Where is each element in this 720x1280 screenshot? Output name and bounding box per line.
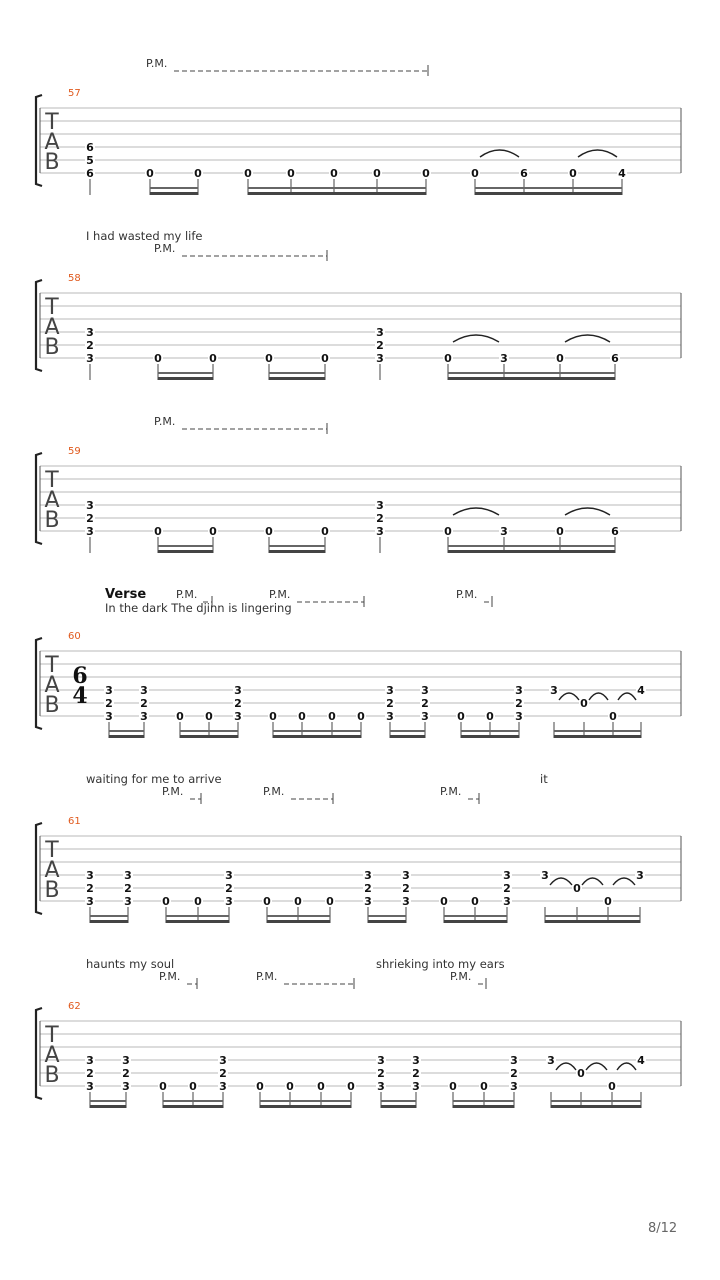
beam-secondary <box>269 372 325 374</box>
tie-arc <box>556 1063 576 1070</box>
fret-number: 0 <box>373 167 381 180</box>
beam <box>273 735 361 738</box>
fret-number: 2 <box>86 512 94 525</box>
tab-clef-letter: T <box>45 653 59 678</box>
beam-secondary <box>368 915 406 917</box>
fret-number: 0 <box>556 525 564 538</box>
system-bracket <box>36 823 42 914</box>
measure-number: 61 <box>68 816 81 827</box>
tie-arc <box>582 878 603 885</box>
tab-system <box>36 415 681 553</box>
fret-number: 4 <box>637 1054 645 1067</box>
fret-number: 3 <box>376 352 384 365</box>
system-bracket <box>36 95 42 186</box>
palm-mute-label: P.M. <box>154 415 176 428</box>
tab-clef-letter: A <box>44 673 60 698</box>
fret-number: 3 <box>376 499 384 512</box>
beam <box>180 735 238 738</box>
beam <box>554 735 641 738</box>
tie-arc <box>480 150 519 157</box>
tab-system <box>36 957 681 1108</box>
beam <box>163 1105 223 1108</box>
tab-system <box>36 772 681 923</box>
beam-secondary <box>461 730 519 732</box>
fret-number: 3 <box>412 1054 420 1067</box>
beam <box>166 920 229 923</box>
fret-number: 3 <box>510 1080 518 1093</box>
fret-number: 0 <box>330 167 338 180</box>
beam <box>260 1105 351 1108</box>
fret-number: 2 <box>140 697 148 710</box>
beam <box>150 192 198 195</box>
tab-clef-letter: B <box>44 335 60 360</box>
tie-arc <box>565 508 610 515</box>
fret-number: 3 <box>86 1080 94 1093</box>
fret-number: 2 <box>503 882 511 895</box>
palm-mute-label: P.M. <box>456 588 478 601</box>
tab-clef-letter: T <box>45 295 59 320</box>
measure-number: 59 <box>68 446 81 457</box>
fret-number: 0 <box>317 1080 325 1093</box>
tab-clef-letter: B <box>44 693 60 718</box>
fret-number: 0 <box>209 352 217 365</box>
beam-secondary <box>267 915 330 917</box>
beam-secondary <box>551 1100 641 1102</box>
tab-clef-letter: B <box>44 1063 60 1088</box>
beam-secondary <box>90 915 128 917</box>
fret-number: 0 <box>265 352 273 365</box>
tab-system <box>36 229 681 380</box>
lyric-text: shrieking into my ears <box>376 957 505 971</box>
beam-secondary <box>381 1100 416 1102</box>
fret-number: 3 <box>86 895 94 908</box>
fret-number: 3 <box>234 684 242 697</box>
tie-arc <box>618 693 636 700</box>
fret-number: 3 <box>386 710 394 723</box>
fret-number: 0 <box>205 710 213 723</box>
tab-system <box>36 57 681 195</box>
fret-number: 2 <box>124 882 132 895</box>
tie-arc <box>565 335 610 342</box>
fret-number: 0 <box>298 710 306 723</box>
fret-number: 3 <box>515 684 523 697</box>
tie-arc <box>589 693 608 700</box>
fret-number: 3 <box>500 525 508 538</box>
fret-number: 3 <box>377 1054 385 1067</box>
fret-number: 0 <box>449 1080 457 1093</box>
beam-secondary <box>269 545 325 547</box>
fret-number: 2 <box>122 1067 130 1080</box>
fret-number: 3 <box>86 1054 94 1067</box>
beam-secondary <box>273 730 361 732</box>
beam <box>158 377 213 380</box>
beam <box>448 550 615 553</box>
fret-number: 2 <box>402 882 410 895</box>
fret-number: 3 <box>421 684 429 697</box>
measure-number: 60 <box>68 631 81 642</box>
beam <box>90 920 128 923</box>
fret-number: 3 <box>219 1080 227 1093</box>
beam-secondary <box>166 915 229 917</box>
fret-number: 2 <box>219 1067 227 1080</box>
beam <box>551 1105 641 1108</box>
beam <box>448 377 615 380</box>
lyric-text: waiting for me to arrive <box>86 772 222 786</box>
fret-number: 0 <box>321 525 329 538</box>
tie-arc <box>586 1063 607 1070</box>
fret-number: 3 <box>122 1080 130 1093</box>
beam <box>545 920 640 923</box>
fret-number: 3 <box>402 895 410 908</box>
fret-number: 3 <box>86 869 94 882</box>
palm-mute-label: P.M. <box>176 588 198 601</box>
fret-number: 0 <box>286 1080 294 1093</box>
fret-number: 0 <box>269 710 277 723</box>
fret-number: 3 <box>364 895 372 908</box>
beam <box>444 920 507 923</box>
fret-number: 3 <box>86 352 94 365</box>
section-label: Verse <box>105 587 147 602</box>
fret-number: 4 <box>637 684 645 697</box>
palm-mute-label: P.M. <box>162 785 184 798</box>
fret-number: 0 <box>154 525 162 538</box>
fret-number: 0 <box>609 710 617 723</box>
fret-number: 3 <box>122 1054 130 1067</box>
fret-number: 0 <box>569 167 577 180</box>
fret-number: 2 <box>510 1067 518 1080</box>
tab-clef-letter: T <box>45 838 59 863</box>
beam <box>267 920 330 923</box>
fret-number: 0 <box>263 895 271 908</box>
tab-clef-letter: T <box>45 1023 59 1048</box>
fret-number: 0 <box>287 167 295 180</box>
beam <box>269 377 325 380</box>
system-bracket <box>36 638 42 729</box>
beam-secondary <box>158 545 213 547</box>
fret-number: 3 <box>550 684 558 697</box>
fret-number: 0 <box>176 710 184 723</box>
fret-number: 2 <box>364 882 372 895</box>
beam-secondary <box>390 730 425 732</box>
lyric-text: it <box>540 772 548 786</box>
fret-number: 3 <box>547 1054 555 1067</box>
beam-secondary <box>545 915 640 917</box>
tie-arc <box>617 1063 636 1070</box>
fret-number: 3 <box>376 326 384 339</box>
lyric-text: I had wasted my life <box>86 229 203 243</box>
fret-number: 0 <box>146 167 154 180</box>
fret-number: 3 <box>234 710 242 723</box>
tab-clef-letter: A <box>44 130 60 155</box>
beam-secondary <box>248 187 426 189</box>
system-bracket <box>36 280 42 371</box>
fret-number: 0 <box>580 697 588 710</box>
fret-number: 0 <box>444 525 452 538</box>
fret-number: 0 <box>444 352 452 365</box>
palm-mute-label: P.M. <box>263 785 285 798</box>
fret-number: 2 <box>412 1067 420 1080</box>
fret-number: 3 <box>124 869 132 882</box>
beam-secondary <box>448 372 615 374</box>
beam <box>109 735 144 738</box>
fret-number: 6 <box>86 141 94 154</box>
fret-number: 0 <box>347 1080 355 1093</box>
tab-system <box>36 587 681 738</box>
fret-number: 2 <box>421 697 429 710</box>
fret-number: 0 <box>440 895 448 908</box>
fret-number: 3 <box>377 1080 385 1093</box>
fret-number: 3 <box>515 710 523 723</box>
fret-number: 0 <box>480 1080 488 1093</box>
fret-number: 3 <box>219 1054 227 1067</box>
fret-number: 2 <box>86 1067 94 1080</box>
beam <box>453 1105 514 1108</box>
lyric-text: haunts my soul <box>86 957 175 971</box>
fret-number: 3 <box>412 1080 420 1093</box>
beam <box>248 192 426 195</box>
fret-number: 6 <box>520 167 528 180</box>
fret-number: 3 <box>105 684 113 697</box>
fret-number: 2 <box>376 339 384 352</box>
fret-number: 0 <box>357 710 365 723</box>
fret-number: 2 <box>377 1067 385 1080</box>
fret-number: 0 <box>471 895 479 908</box>
beam-secondary <box>150 187 198 189</box>
beam-secondary <box>163 1100 223 1102</box>
tie-arc <box>453 508 499 515</box>
fret-number: 3 <box>503 895 511 908</box>
fret-number: 2 <box>376 512 384 525</box>
fret-number: 3 <box>105 710 113 723</box>
palm-mute-label: P.M. <box>146 57 168 70</box>
tab-clef-letter: A <box>44 488 60 513</box>
fret-number: 0 <box>577 1067 585 1080</box>
beam-secondary <box>453 1100 514 1102</box>
fret-number: 0 <box>256 1080 264 1093</box>
tie-arc <box>578 150 617 157</box>
fret-number: 0 <box>328 710 336 723</box>
system-bracket <box>36 1008 42 1099</box>
palm-mute-label: P.M. <box>440 785 462 798</box>
fret-number: 2 <box>86 882 94 895</box>
fret-number: 3 <box>124 895 132 908</box>
fret-number: 0 <box>422 167 430 180</box>
tab-clef-letter: B <box>44 150 60 175</box>
palm-mute-label: P.M. <box>159 970 181 983</box>
fret-number: 3 <box>225 869 233 882</box>
palm-mute-label: P.M. <box>256 970 278 983</box>
fret-number: 0 <box>608 1080 616 1093</box>
page-number: 8/12 <box>648 1221 678 1236</box>
beam <box>269 550 325 553</box>
fret-number: 0 <box>471 167 479 180</box>
beam <box>461 735 519 738</box>
fret-number: 0 <box>194 167 202 180</box>
fret-number: 2 <box>234 697 242 710</box>
time-signature-top: 6 <box>72 663 88 689</box>
fret-number: 3 <box>376 525 384 538</box>
fret-number: 3 <box>86 326 94 339</box>
beam-secondary <box>90 1100 126 1102</box>
fret-number: 2 <box>386 697 394 710</box>
fret-number: 0 <box>556 352 564 365</box>
fret-number: 6 <box>611 525 619 538</box>
measure-number: 57 <box>68 88 81 99</box>
fret-number: 3 <box>636 869 644 882</box>
fret-number: 2 <box>86 339 94 352</box>
beam <box>390 735 425 738</box>
measure-number: 58 <box>68 273 81 284</box>
fret-number: 3 <box>503 869 511 882</box>
tab-clef-letter: A <box>44 858 60 883</box>
fret-number: 3 <box>140 684 148 697</box>
beam-secondary <box>180 730 238 732</box>
fret-number: 3 <box>225 895 233 908</box>
tab-clef-letter: B <box>44 508 60 533</box>
fret-number: 3 <box>541 869 549 882</box>
system-bracket <box>36 453 42 544</box>
beam-secondary <box>554 730 641 732</box>
fret-number: 2 <box>105 697 113 710</box>
measure-number: 62 <box>68 1001 81 1012</box>
fret-number: 3 <box>86 499 94 512</box>
beam <box>368 920 406 923</box>
fret-number: 0 <box>189 1080 197 1093</box>
tab-clef-letter: A <box>44 1043 60 1068</box>
fret-number: 0 <box>326 895 334 908</box>
fret-number: 0 <box>159 1080 167 1093</box>
fret-number: 6 <box>86 167 94 180</box>
fret-number: 0 <box>294 895 302 908</box>
tab-clef-letter: B <box>44 878 60 903</box>
palm-mute-label: P.M. <box>154 242 176 255</box>
beam <box>90 1105 126 1108</box>
beam <box>381 1105 416 1108</box>
fret-number: 0 <box>154 352 162 365</box>
beam-secondary <box>260 1100 351 1102</box>
tie-arc <box>559 693 579 700</box>
beam-secondary <box>475 187 622 189</box>
fret-number: 3 <box>386 684 394 697</box>
beam <box>475 192 622 195</box>
tab-clef-letter: T <box>45 110 59 135</box>
palm-mute-label: P.M. <box>450 970 472 983</box>
fret-number: 0 <box>457 710 465 723</box>
time-signature-bottom: 4 <box>72 683 88 709</box>
fret-number: 3 <box>140 710 148 723</box>
fret-number: 0 <box>604 895 612 908</box>
fret-number: 2 <box>225 882 233 895</box>
tab-clef-letter: A <box>44 315 60 340</box>
tab-clef-letter: T <box>45 468 59 493</box>
beam-secondary <box>109 730 144 732</box>
tie-arc <box>550 878 572 885</box>
beam-secondary <box>444 915 507 917</box>
fret-number: 3 <box>421 710 429 723</box>
fret-number: 0 <box>486 710 494 723</box>
fret-number: 0 <box>209 525 217 538</box>
fret-number: 0 <box>321 352 329 365</box>
fret-number: 0 <box>573 882 581 895</box>
fret-number: 0 <box>194 895 202 908</box>
fret-number: 0 <box>244 167 252 180</box>
lyric-text: In the dark The djinn is lingering <box>105 601 292 615</box>
fret-number: 3 <box>500 352 508 365</box>
fret-number: 2 <box>515 697 523 710</box>
beam <box>158 550 213 553</box>
fret-number: 3 <box>86 525 94 538</box>
palm-mute-label: P.M. <box>269 588 291 601</box>
fret-number: 6 <box>611 352 619 365</box>
fret-number: 3 <box>402 869 410 882</box>
fret-number: 0 <box>162 895 170 908</box>
beam-secondary <box>448 545 615 547</box>
fret-number: 3 <box>510 1054 518 1067</box>
fret-number: 0 <box>265 525 273 538</box>
fret-number: 3 <box>364 869 372 882</box>
beam-secondary <box>158 372 213 374</box>
tie-arc <box>453 335 499 342</box>
fret-number: 4 <box>618 167 626 180</box>
tie-arc <box>613 878 635 885</box>
fret-number: 5 <box>86 154 94 167</box>
